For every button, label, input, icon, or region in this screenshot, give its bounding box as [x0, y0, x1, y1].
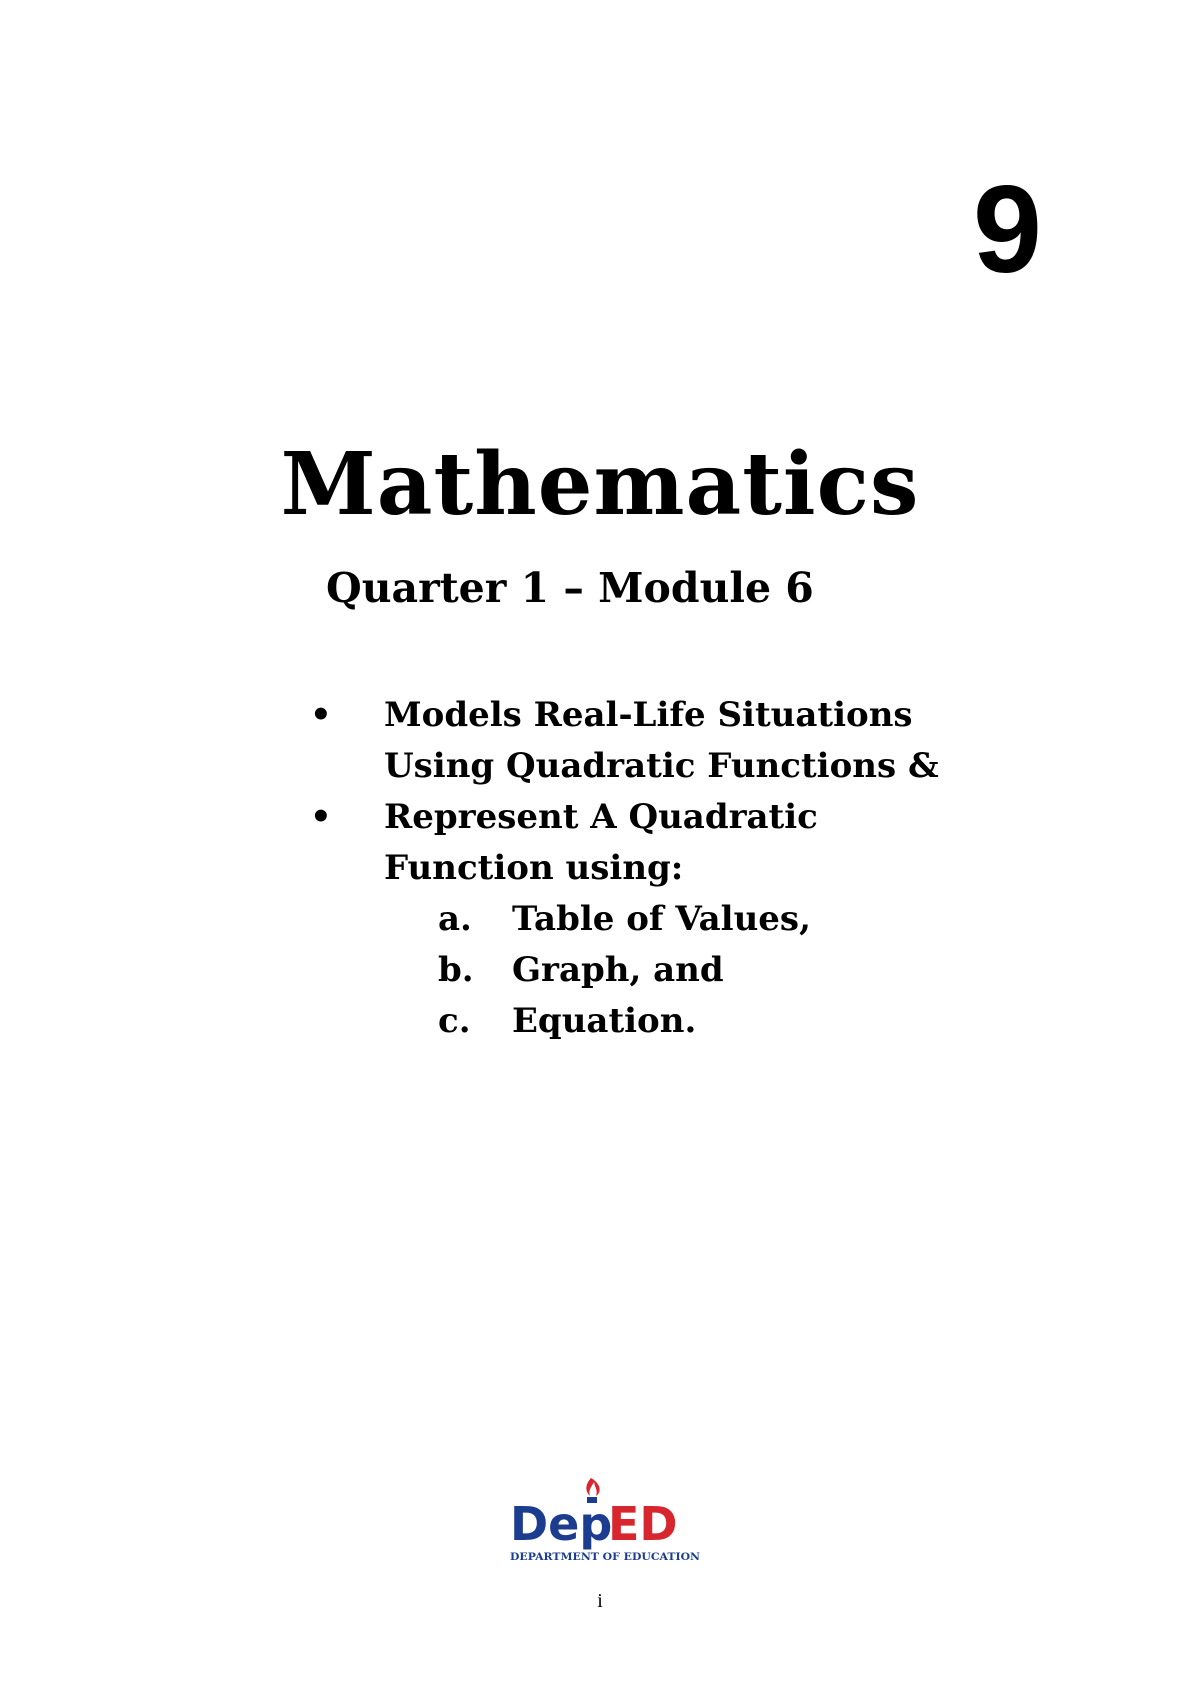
grade-number: 9	[973, 161, 1042, 299]
sub-item-text: Table of Values,	[512, 899, 811, 939]
sub-item	[438, 996, 939, 1047]
page-number: i	[597, 1590, 603, 1612]
deped-logo-icon	[508, 1476, 708, 1566]
sub-item-list	[384, 894, 939, 1047]
logo-ed-text: ED	[608, 1497, 678, 1551]
sub-item-text: Graph, and	[512, 950, 724, 990]
sub-item-marker: b.	[438, 950, 474, 990]
sub-item	[438, 894, 939, 945]
topic-line: Using Quadratic Functions &	[384, 746, 939, 786]
logo-dep-text: Dep	[510, 1497, 613, 1551]
deped-logo	[508, 1476, 708, 1566]
topic-item	[310, 690, 939, 792]
sub-item-marker: a.	[438, 899, 472, 939]
sub-item-marker: c.	[438, 1001, 471, 1041]
module-subtitle: Quarter 1 – Module 6	[326, 564, 814, 612]
bullet-icon: •	[310, 695, 332, 735]
sub-item-text: Equation.	[512, 1001, 697, 1041]
topic-line: Models Real-Life Situations	[384, 695, 913, 735]
sub-item	[438, 945, 939, 996]
topic-item	[310, 792, 939, 1047]
topic-line: Represent A Quadratic	[384, 797, 818, 837]
topic-line: Function using:	[384, 848, 684, 888]
torch-flame-icon	[586, 1478, 599, 1496]
logo-tagline: DEPARTMENT OF EDUCATION	[510, 1551, 701, 1563]
page-title: Mathematics	[280, 434, 920, 535]
topic-list	[310, 690, 939, 1047]
bullet-icon: •	[310, 797, 332, 837]
